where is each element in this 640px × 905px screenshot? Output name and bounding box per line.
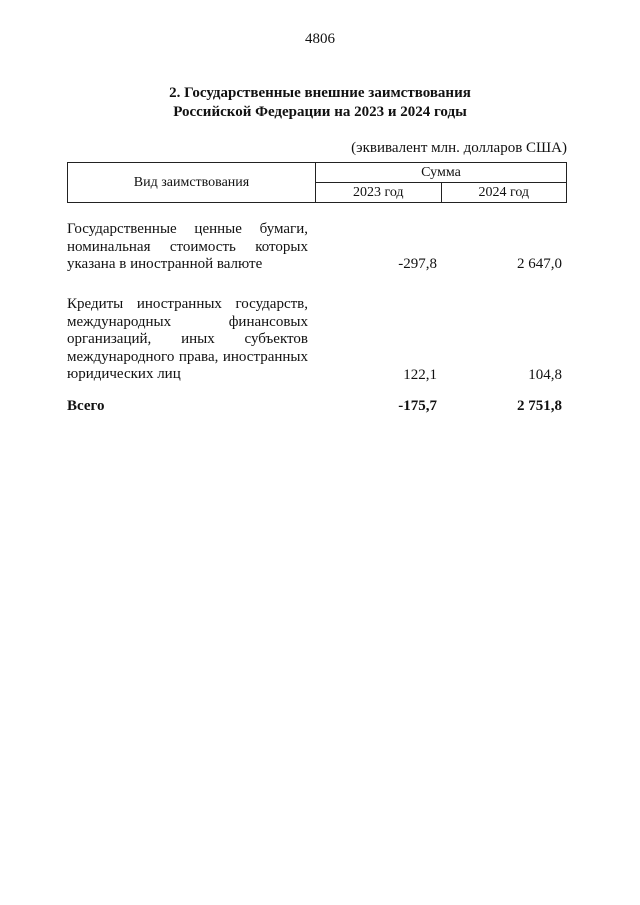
total-row bbox=[67, 398, 567, 418]
page-number: 4806 bbox=[305, 31, 335, 47]
row-value-2024: 2 647,0 bbox=[517, 256, 562, 272]
section-title-line-2: Российской Федерации на 2023 и 2024 годы bbox=[173, 104, 467, 120]
total-value-2023: -175,7 bbox=[398, 398, 437, 414]
column-header-year-2023: 2023 год bbox=[316, 183, 442, 203]
table-row bbox=[67, 221, 567, 276]
row-value-2023: -297,8 bbox=[398, 256, 437, 272]
total-value-2024: 2 751,8 bbox=[517, 398, 562, 414]
total-label: Всего bbox=[67, 398, 105, 414]
row-value-2023: 122,1 bbox=[403, 367, 437, 383]
table-header bbox=[67, 162, 567, 203]
section-title bbox=[0, 84, 640, 122]
column-header-sum: Сумма bbox=[316, 163, 567, 183]
row-description: Кредиты иностранных государств, международных финансовых организаций, иных субъектов международного права, иностранных юридических лиц bbox=[67, 296, 308, 382]
column-header-type: Вид заимствования bbox=[68, 163, 316, 203]
row-description: Государственные ценные бумаги, номинальная стоимость которых указана в иностранной валюте bbox=[67, 221, 308, 272]
section-title-line-1: 2. Государственные внешние заимствования bbox=[169, 85, 471, 101]
units-note: (эквивалент млн. долларов США) bbox=[351, 140, 567, 156]
row-value-2024: 104,8 bbox=[528, 367, 562, 383]
column-header-year-2024: 2024 год bbox=[441, 183, 567, 203]
table-row bbox=[67, 296, 567, 386]
